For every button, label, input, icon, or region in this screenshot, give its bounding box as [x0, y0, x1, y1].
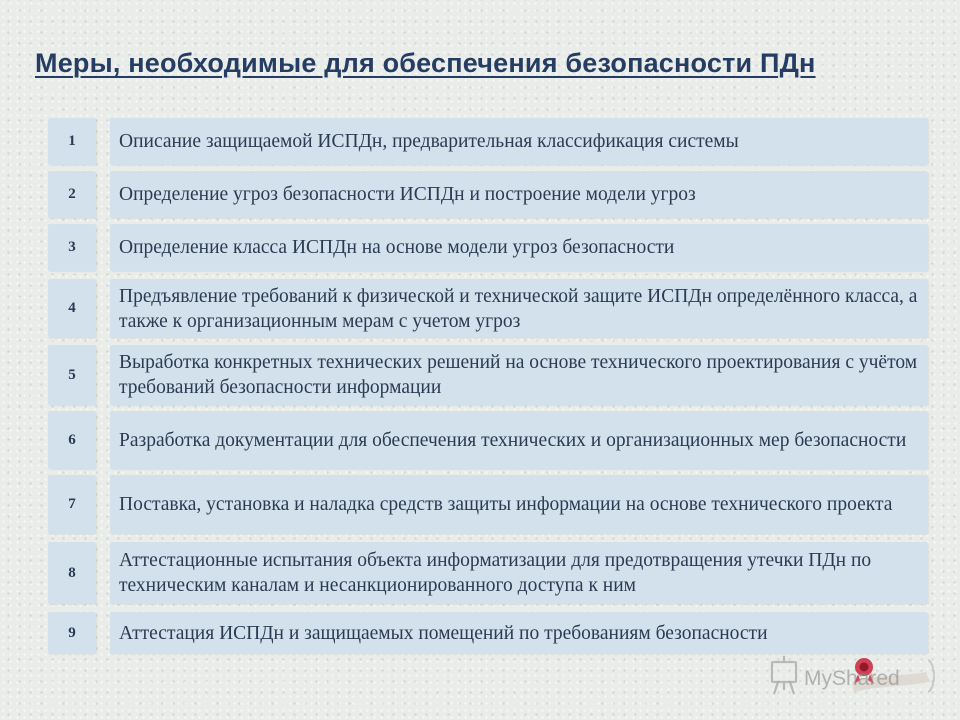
item-text: Определение угроз безопасности ИСПДн и построение модели угроз [110, 171, 928, 218]
item-number: 6 [48, 411, 96, 469]
list-item [48, 345, 928, 405]
item-text: Аттестационные испытания объекта информатизации для предотвращения утечки ПДн по техническим каналам и несанкционированного доступа к ним [110, 542, 928, 604]
slide-title: Меры, необходимые для обеспечения безопасности ПДн [35, 48, 816, 78]
item-text: Аттестация ИСПДн и защищаемых помещений по требованиям безопасности [110, 612, 928, 654]
list-item [48, 118, 928, 165]
list-item [48, 612, 928, 654]
list-item [48, 475, 928, 534]
item-number: 9 [48, 612, 96, 654]
item-text: Поставка, установка и наладка средств защиты информации на основе технического проекта [110, 475, 928, 534]
item-number: 3 [48, 224, 96, 271]
list-item [48, 411, 928, 469]
item-number: 2 [48, 171, 96, 218]
item-text: Разработка документации для обеспечения технических и организационных мер безопасности [110, 411, 928, 469]
list-item [48, 171, 928, 218]
item-text: Выработка конкретных технических решений на основе технического проектирования с учётом требований безопасности информации [110, 345, 928, 405]
item-number: 4 [48, 279, 96, 338]
list-item [48, 224, 928, 271]
presentation-board-icon [772, 656, 796, 694]
item-number: 5 [48, 345, 96, 405]
measures-list [48, 0, 928, 720]
list-item [48, 279, 928, 338]
item-text: Определение класса ИСПДн на основе модели угроз безопасности [110, 224, 928, 271]
item-number: 7 [48, 475, 96, 534]
item-text: Предъявление требований к физической и технической защите ИСПДн определённого класса, а также к организационным мерам с учетом угроз [110, 279, 928, 338]
item-number: 8 [48, 542, 96, 604]
list-item [48, 542, 928, 604]
item-number: 1 [48, 118, 96, 165]
item-text: Описание защищаемой ИСПДн, предварительная классификация системы [110, 118, 928, 165]
watermark-text: MyShared [804, 667, 900, 690]
myshared-logo [768, 652, 940, 700]
